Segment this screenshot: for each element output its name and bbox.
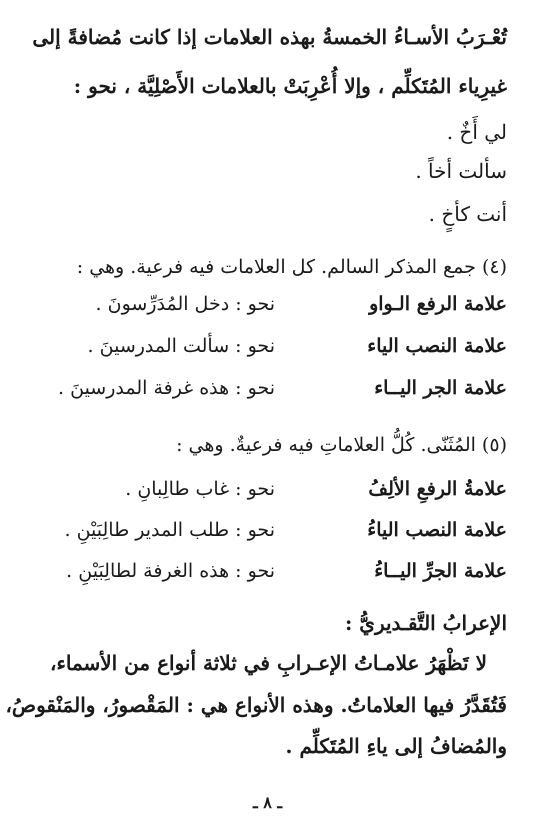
row-label: علامةُ الرفعِ الألِفُ xyxy=(368,478,507,500)
example-3: أنت كأخٍ . xyxy=(428,202,507,226)
taqdiri-line-2: فَتُقَدَّرُ فيها العلاماتُ. وهذه الأنواع هي : المَقْصورُ، والمَنْقوصُ، xyxy=(5,693,507,717)
row-example: نحو : هذه غرفة المدرسينَ . xyxy=(58,377,275,399)
section-5-row xyxy=(24,515,507,545)
row-label: علامة الجرِّ اليــاءُ xyxy=(374,560,507,582)
section-5-heading: (٥) المُثَنّى. كُلُّ العلاماتِ فيه فرعيةٌ. وهي : xyxy=(176,434,507,456)
row-label: علامة النصب الياء xyxy=(367,335,507,357)
row-label: علامة الجر اليــاء xyxy=(374,377,507,399)
row-example: نحو : غاب طالِبانِ . xyxy=(125,478,275,500)
intro-line-2: غيرِياء المُتَكلِّم ، وإلا أُعْرِبَتْ بالعلامات الأَصْلِيَّة ، نحو : xyxy=(73,74,507,98)
row-example: نحو : هذه الغرفة لطالِبَيْنِ . xyxy=(66,560,275,582)
example-2: سألت أخاً . xyxy=(415,159,507,183)
section-5-row xyxy=(24,474,507,504)
row-example: نحو : سألت المدرسينَ . xyxy=(87,335,275,357)
section-taqdiri-heading: الإعرابُ التَّقـديريُّ : xyxy=(344,611,507,635)
example-1: لي أَخٌ . xyxy=(446,120,507,144)
taqdiri-line-1: لا تَظْهَرُ علامـاتُ الإعـرابِ في ثلاثة أنواع من الأسماء، xyxy=(49,651,487,675)
row-label: علامة النصب الياءُ xyxy=(367,519,507,541)
intro-line-1: تُعْـرَبُ الأسـاءُ الخمسةُ بهذه العلامات إذا كانت مُضافةً إلى xyxy=(32,25,507,49)
row-label: علامة الرفع الـواو xyxy=(369,293,507,315)
section-4-row xyxy=(24,373,507,403)
row-example: نحو : دخل المُدَرِّسونَ . xyxy=(95,293,275,315)
page-number: ـ ٨ ـ xyxy=(252,793,283,812)
row-example: نحو : طلب المدير طالِبَيْنِ . xyxy=(64,519,275,541)
section-4-heading: (٤) جمع المذكر السالم. كل العلامات فيه فرعية. وهي : xyxy=(76,256,507,278)
section-5-row xyxy=(24,556,507,586)
section-4-row xyxy=(24,289,507,319)
taqdiri-line-3: والمُضافُ إلى ياءِ المُتَكلِّم . xyxy=(285,734,507,758)
section-4-row xyxy=(24,331,507,361)
